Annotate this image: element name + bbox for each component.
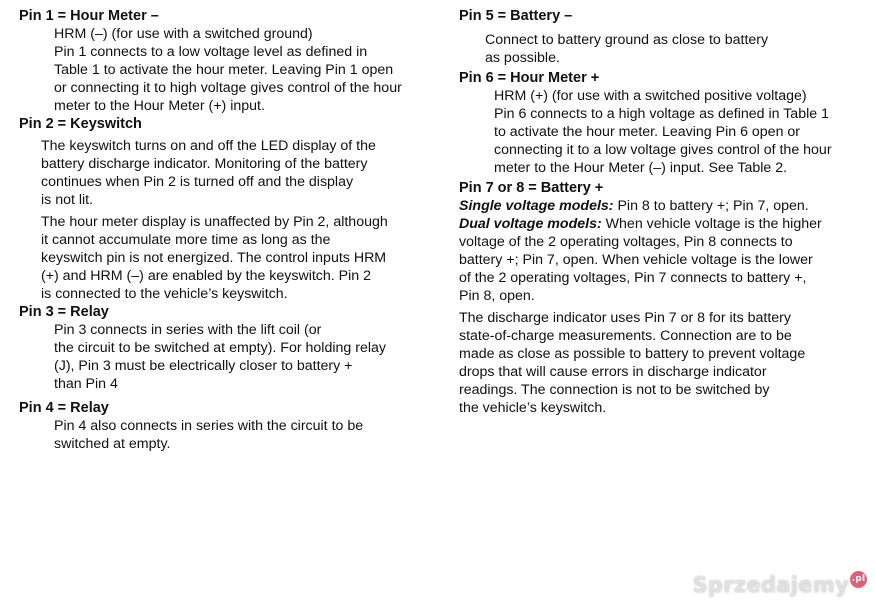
discharge-line: the vehicle’s keyswitch. (459, 400, 607, 416)
pin6-line: to activate the hour meter. Leaving Pin 6 open or (494, 124, 801, 140)
discharge-line: The discharge indicator uses Pin 7 or 8 for its battery (459, 310, 791, 326)
pin78-section (459, 179, 869, 417)
pin3-section (19, 303, 439, 393)
pin6-line: meter to the Hour Meter (–) input. See Table 2. (494, 160, 788, 176)
dual-voltage-line (459, 215, 869, 233)
discharge-line: drops that will cause errors in discharge indicator (459, 364, 767, 380)
pin3-line: (J), Pin 3 must be electrically closer to battery + (54, 358, 353, 374)
dual-voltage-label: Dual voltage models: (459, 216, 602, 232)
dual-voltage-line: Pin 8, open. (459, 288, 535, 304)
pin5-heading: Pin 5 = Battery – (459, 8, 573, 24)
single-voltage-label: Single voltage models: (459, 198, 614, 214)
discharge-paragraph (459, 309, 869, 417)
pin2-line: The hour meter display is unaffected by Pin 2, although (41, 214, 388, 230)
pin6-line: connecting it to a low voltage gives control of the hour (494, 142, 832, 158)
watermark-text: Sprzedajemy (692, 573, 849, 597)
pin5-line: as possible. (485, 50, 560, 66)
dual-voltage-line: of the 2 operating voltages, Pin 7 connects to battery +, (459, 270, 807, 286)
pin1-section (19, 7, 439, 115)
right-column (459, 7, 869, 417)
dual-voltage-line: voltage of the 2 operating voltages, Pin 8 connects to (459, 234, 793, 250)
pin1-line: Pin 1 connects to a low voltage level as defined in (54, 44, 368, 60)
pin2-paragraph-1 (19, 137, 439, 209)
pin2-line: is connected to the vehicle’s keyswitch. (41, 286, 288, 302)
single-voltage-line (459, 197, 869, 215)
discharge-line: readings. The connection is not to be switched by (459, 382, 770, 398)
dual-voltage-line: battery +; Pin 7, open. When vehicle voltage is the lower (459, 252, 813, 268)
discharge-line: state-of-charge measurements. Connection are to be (459, 328, 792, 344)
pin2-line: The keyswitch turns on and off the LED display of the (41, 138, 376, 154)
pin6-section (459, 69, 869, 177)
pin2-line: is not lit. (41, 192, 94, 208)
pin1-heading: Pin 1 = Hour Meter – (19, 8, 159, 24)
pin4-line: switched at empty. (54, 436, 171, 452)
pin3-line: the circuit to be switched at empty). For holding relay (54, 340, 386, 356)
pin4-section (19, 399, 439, 453)
pin6-heading: Pin 6 = Hour Meter + (459, 70, 600, 86)
pin2-heading: Pin 2 = Keyswitch (19, 116, 142, 132)
pin3-line: Pin 3 connects in series with the lift coil (or (54, 322, 322, 338)
single-voltage-text: Pin 8 to battery +; Pin 7, open. (613, 198, 809, 214)
pin2-section (19, 115, 439, 303)
pin2-line: keyswitch pin is not energized. The control inputs HRM (41, 250, 387, 266)
left-column (19, 7, 439, 453)
pin1-line: HRM (–) (for use with a switched ground) (54, 26, 313, 42)
pin4-line: Pin 4 also connects in series with the circuit to be (54, 418, 364, 434)
pin6-line: HRM (+) (for use with a switched positive voltage) (494, 88, 807, 104)
pin6-line: Pin 6 connects to a high voltage as defined in Table 1 (494, 106, 829, 122)
pin2-line: it cannot accumulate more time as long as the (41, 232, 331, 248)
watermark-logo (693, 573, 868, 599)
pin1-line: or connecting it to high voltage gives control of the hour (54, 80, 402, 96)
pin5-body (459, 31, 869, 67)
pin4-heading: Pin 4 = Relay (19, 400, 109, 416)
pin2-paragraph-2 (19, 213, 439, 303)
pin3-heading: Pin 3 = Relay (19, 304, 109, 320)
pin3-line: than Pin 4 (54, 376, 118, 392)
pin1-line: meter to the Hour Meter (+) input. (54, 98, 265, 114)
pin2-line: continues when Pin 2 is turned off and the display (41, 174, 354, 190)
pin2-line: (+) and HRM (–) are enabled by the keyswitch. Pin 2 (41, 268, 372, 284)
pin78-heading: Pin 7 or 8 = Battery + (459, 180, 604, 196)
pin1-line: Table 1 to activate the hour meter. Leaving Pin 1 open (54, 62, 394, 78)
pin5-line: Connect to battery ground as close to battery (485, 32, 769, 48)
pin2-line: battery discharge indicator. Monitoring of the battery (41, 156, 368, 172)
dual-voltage-text: When vehicle voltage is the higher (601, 216, 822, 232)
pin5-section (459, 7, 869, 67)
watermark-badge: .pl (850, 571, 867, 588)
discharge-line: made as close as possible to battery to prevent voltage (459, 346, 806, 362)
